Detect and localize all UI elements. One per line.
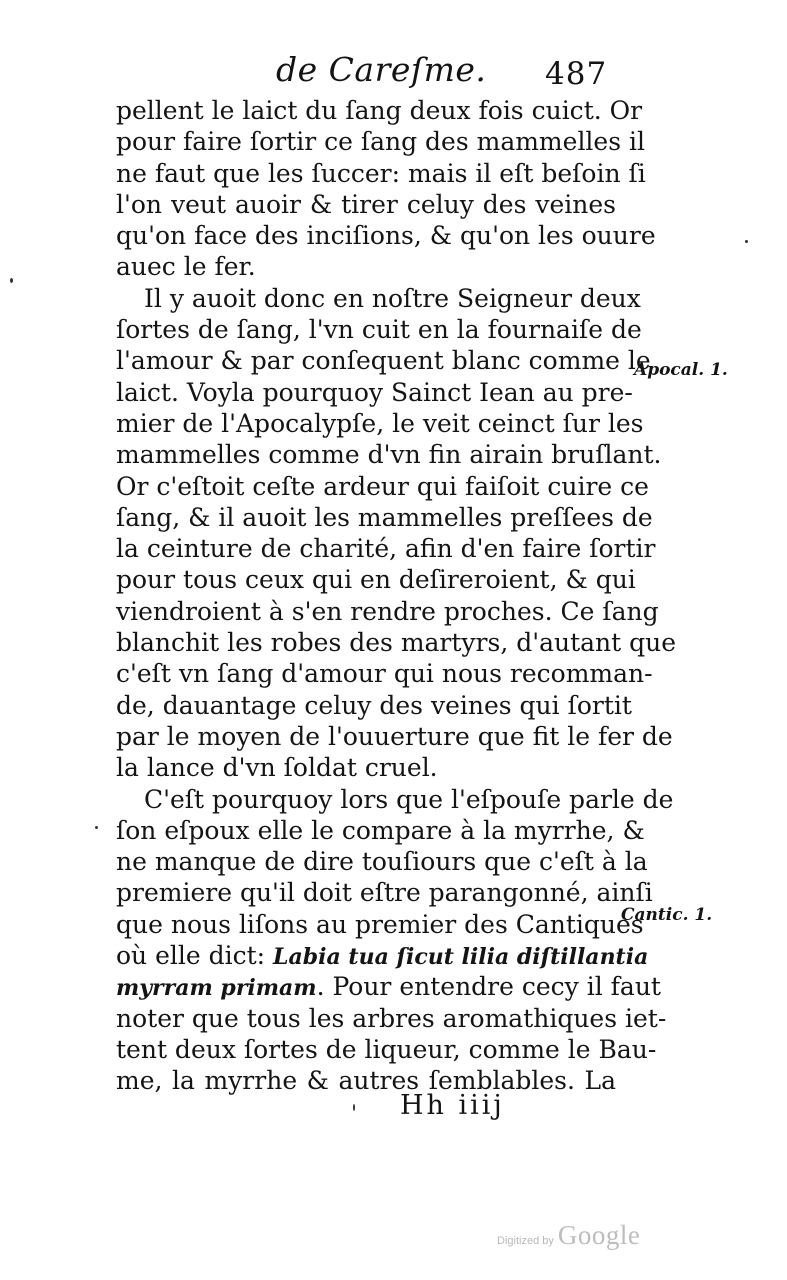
latin-quotation: Labia tua ſicut lilia diſtillantia — [273, 944, 649, 971]
watermark-brand: Google — [557, 1220, 641, 1250]
text-line: de, dauantage celuy des veines qui ſortit — [116, 690, 632, 720]
text-line: la lance d'vn ſoldat cruel. — [116, 753, 438, 783]
page-number: 487 — [545, 56, 608, 92]
text-line: que nous liſons au premier des Cantiques — [116, 909, 644, 939]
text-line: c'eſt vn ſang d'amour qui nous recomman- — [116, 659, 653, 689]
text-line: viendroient à s'en rendre proches. Ce ſang — [116, 596, 659, 626]
text-line: pour tous ceux qui en deſireroient, & qui — [116, 565, 636, 595]
text-line: ſortes de ſang, l'vn cuit en la fournaiſe de — [116, 315, 642, 345]
signature-mark: Hh iiij — [400, 1090, 505, 1121]
text-line: mier de l'Apocalypſe, le veit ceinct ſur les — [116, 408, 644, 438]
text-line: la ceinture de charité, afin d'en faire ſortir — [116, 534, 656, 564]
text-line: Il y auoit donc en noſtre Seigneur deux — [144, 283, 641, 313]
text-line: où elle dict: Labia tua ſicut lilia diſtillantia — [116, 941, 649, 971]
text-line: l'on veut auoir & tirer celuy des veines — [116, 189, 616, 219]
text-line: me, la myrrhe & autres ſemblables. La — [116, 1066, 616, 1096]
ink-speck — [10, 278, 13, 283]
latin-quotation: myrram primam — [116, 975, 317, 1002]
text-line: blanchit les robes des martyrs, d'autant que — [116, 628, 677, 658]
text-line: tent deux ſortes de liqueur, comme le Bau- — [116, 1034, 657, 1064]
text-line: laict. Voyla pourquoy Sainct Iean au pre- — [116, 377, 633, 407]
text-line: Or c'eſtoit ceſte ardeur qui faiſoit cuire ce — [116, 471, 649, 501]
watermark-prefix: Digitized by — [497, 1235, 554, 1247]
margin-note-apocalypse: Apocal. 1. — [634, 360, 728, 380]
ink-speck — [745, 240, 748, 243]
text-line: pour faire ſortir ce ſang des mammelles il — [116, 127, 645, 157]
text-line: ne manque de dire touſiours que c'eſt à la — [116, 847, 648, 877]
text-line: par le moyen de l'ouuerture que fit le fer de — [116, 721, 673, 751]
text-line: l'amour & par conſequent blanc comme le — [116, 346, 651, 376]
margin-note-canticles: Cantic. 1. — [621, 905, 713, 925]
text-line: myrram primam. Pour entendre cecy il faut — [116, 972, 661, 1002]
running-title: de Careſme. — [276, 50, 487, 89]
text-line: auec le fer. — [116, 252, 256, 282]
ink-speck — [95, 826, 98, 829]
text-line: pellent le laict du ſang deux fois cuict. Or — [116, 96, 643, 125]
text-line: C'eſt pourquoy lors que l'eſpouſe parle de — [144, 784, 674, 814]
text-line: premiere qu'il doit eſtre parangonné, ainſi — [116, 878, 653, 908]
text-line: noter que tous les arbres aromathiques iet- — [116, 1003, 667, 1033]
text-line: ſang, & il auoit les mammelles preſſees de — [116, 502, 653, 532]
text-line: ſon eſpoux elle le compare à la myrrhe, & — [116, 815, 645, 845]
text-line: qu'on face des inciſions, & qu'on les ouure — [116, 221, 656, 251]
ink-speck — [353, 1104, 355, 1111]
text-line: ne faut que les ſuccer: mais il eſt beſoin ſi — [116, 158, 646, 188]
text-line: mammelles comme d'vn fin airain bruſlant. — [116, 440, 662, 470]
digitization-watermark — [497, 1220, 640, 1251]
